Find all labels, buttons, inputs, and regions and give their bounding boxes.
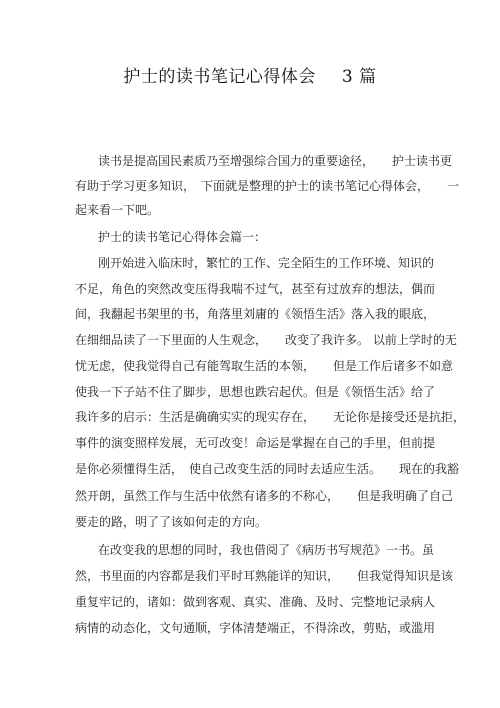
text-line: 不足，角色的突然改变压得我喘不过气，甚至有过放弃的想法，偶而 [75, 282, 436, 296]
text-line: 刚开始进入临床时，繁忙的工作、完全陌生的工作环境、知识的 [98, 256, 435, 270]
text-line: 起来看一下吧。 [75, 203, 160, 217]
text-line: 是你必须懂得生活， 使自己改变生活的同时去适应生活。 现在的我豁 [75, 462, 460, 476]
text-line: 读书是提高国民素质乃至增强综合国力的重要途径， 护士读书更 [98, 154, 453, 168]
text-line: 在细细品读了一下里面的人生观念， 改变了我许多。 以前上学时的无 [75, 333, 457, 347]
text-line: 然开朗，虽然工作与生活中依然有诸多的不称心， 但是我明确了自己 [75, 489, 454, 503]
text-line: 事件的演变照样发展，无可改变！命运是掌握在自己的手里，但前提 [75, 436, 436, 450]
title-text: 护士的读书笔记心得体会 [123, 67, 316, 87]
document-title [0, 62, 500, 87]
title-number: 3 篇 [341, 67, 377, 87]
text-line: 重复牢记的，诸如：做到客观、真实、准确、及时、完整地记录病人 [75, 595, 436, 609]
text-line: 我许多的启示：生活是确确实实的现实存在， 无论你是接受还是抗拒， [75, 410, 466, 424]
section-heading: 护士的读书笔记心得体会篇一： [98, 230, 267, 244]
text-line: 然，书里面的内容都是我们平时耳熟能详的知识， 但我觉得知识是该 [75, 569, 454, 583]
text-line: 病情的动态化，文句通顺，字体清楚端正，不得涂改，剪贴，或滥用 [75, 621, 436, 635]
text-line: 有助于学习更多知识， 下面就是整理的护士的读书笔记心得体会， 一 [75, 179, 460, 193]
text-line: 要走的路，明了了该如何走的方向。 [75, 515, 268, 529]
text-line: 使我一下子站不住了脚步，思想也跌宕起伏。但是《领悟生活》给了 [75, 385, 436, 399]
text-line: 间，我翻起书架里的书，角落里刘庸的《领悟生活》落入我的眼底， [75, 307, 436, 321]
text-line: 忧无虑，使我觉得自己有能驾取生活的本领， 但是工作后诸多不如意 [75, 359, 454, 373]
text-line: 在改变我的思想的同时，我也借阅了《病历书写规范》一书。虽 [98, 543, 435, 557]
